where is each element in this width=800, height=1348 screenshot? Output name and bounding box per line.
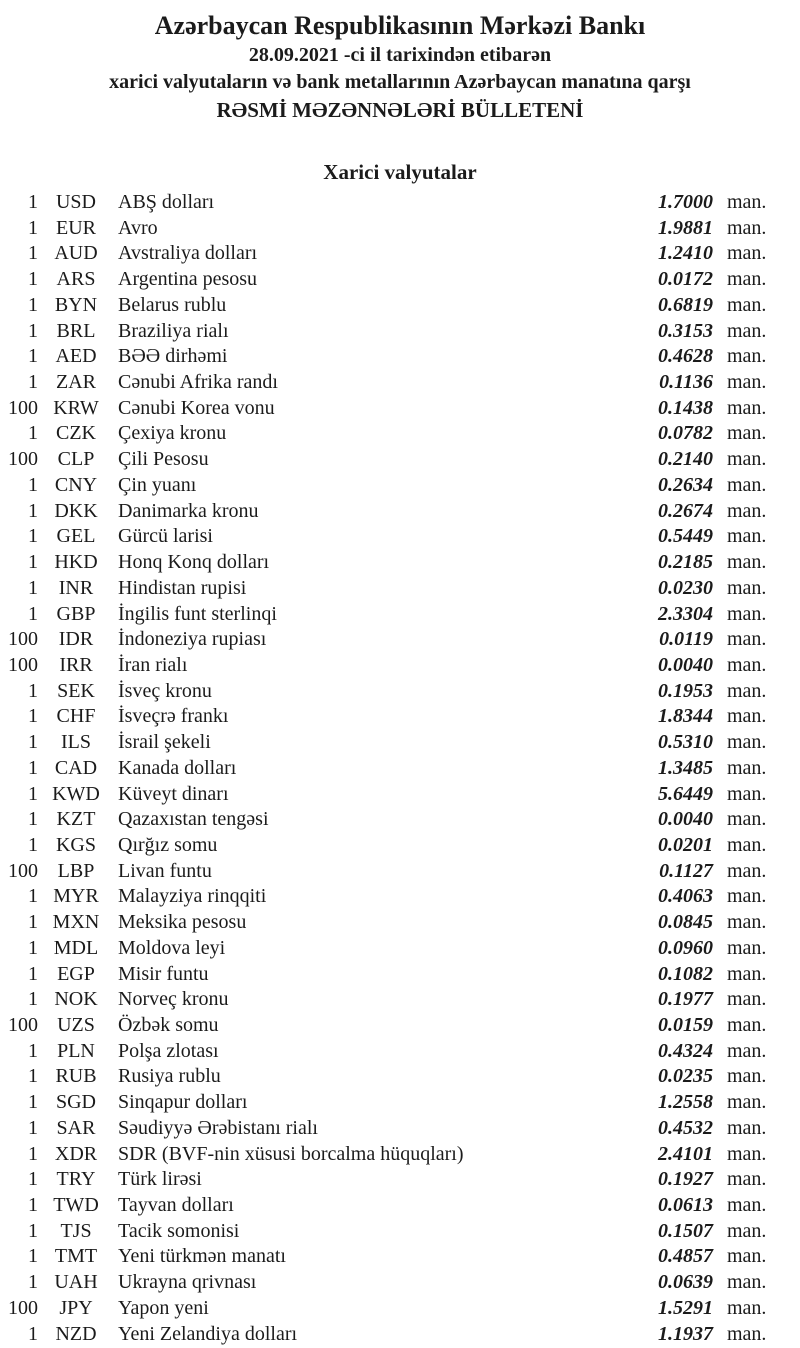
unit-label-cell: man. xyxy=(727,679,767,702)
rate-value-cell: 0.5310 xyxy=(658,731,713,754)
table-row xyxy=(0,1193,800,1219)
bank-title: Azərbaycan Respublikasının Mərkəzi Bankı xyxy=(154,11,646,40)
currency-name-cell: Belarus rublu xyxy=(118,293,227,316)
rate-value-cell: 0.1127 xyxy=(659,859,713,882)
currency-code-cell: EUR xyxy=(56,216,96,239)
unit-label-cell: man. xyxy=(727,782,767,805)
quantity-cell: 1 xyxy=(28,705,38,728)
quantity-cell: 1 xyxy=(28,936,38,959)
unit-label-cell: man. xyxy=(727,499,767,522)
quantity-cell: 1 xyxy=(28,1219,38,1242)
unit-label-cell: man. xyxy=(727,936,767,959)
rate-value-cell: 0.1136 xyxy=(659,371,713,394)
currency-name-cell: İsveç kronu xyxy=(118,679,212,702)
currency-code-cell: BYN xyxy=(54,293,98,316)
currency-code-cell: UZS xyxy=(57,1014,95,1036)
unit-label-cell: man. xyxy=(727,628,767,651)
quantity-cell: 1 xyxy=(28,371,38,394)
currency-code-cell: TMT xyxy=(54,1245,98,1268)
currency-name-cell: Çin yuanı xyxy=(118,473,197,496)
currency-name-cell: SDR (BVF-nin xüsusi borcalma hüquqları) xyxy=(118,1142,464,1165)
quantity-cell: 1 xyxy=(28,293,38,316)
quantity-cell: 1 xyxy=(28,731,38,754)
table-row xyxy=(0,1322,800,1348)
currency-name-cell: Cənubi Korea vonu xyxy=(118,396,275,419)
unit-label-cell: man. xyxy=(727,319,767,342)
rate-value-cell: 1.2558 xyxy=(658,1091,713,1114)
table-row xyxy=(0,704,800,730)
unit-label-cell: man. xyxy=(727,525,767,548)
table-row xyxy=(0,859,800,885)
table-row xyxy=(0,216,800,242)
rate-value-cell: 0.0230 xyxy=(658,576,713,599)
unit-label-cell: man. xyxy=(727,1039,767,1062)
unit-label-cell: man. xyxy=(727,551,767,574)
currency-name-cell: Cənubi Afrika randı xyxy=(118,371,278,394)
table-row xyxy=(0,267,800,293)
table-row xyxy=(0,576,800,602)
unit-label-cell: man. xyxy=(727,911,767,934)
rate-value-cell: 0.2634 xyxy=(658,473,713,496)
currency-code-cell: DKK xyxy=(54,499,98,522)
unit-label-cell: man. xyxy=(727,1194,767,1217)
rate-value-cell: 0.1507 xyxy=(658,1219,713,1242)
currency-code-cell: JPY xyxy=(59,1296,93,1319)
unit-label-cell: man. xyxy=(727,962,767,985)
currency-name-cell: Rusiya rublu xyxy=(118,1065,221,1088)
quantity-cell: 1 xyxy=(28,833,38,856)
currency-code-cell: MXN xyxy=(52,911,100,934)
currency-code-cell: NOK xyxy=(54,988,98,1011)
unit-label-cell: man. xyxy=(727,1245,767,1268)
currency-name-cell: Çili Pesosu xyxy=(118,448,209,471)
unit-label-cell: man. xyxy=(727,1091,767,1114)
table-row xyxy=(0,1064,800,1090)
table-row xyxy=(0,550,800,576)
currency-code-cell: GBP xyxy=(56,602,96,625)
currency-name-cell: Özbək somu xyxy=(118,1014,219,1036)
currency-code-cell: KWD xyxy=(52,782,100,805)
quantity-cell: 1 xyxy=(28,988,38,1011)
quantity-cell: 100 xyxy=(8,1014,38,1036)
rate-value-cell: 0.0040 xyxy=(658,808,713,831)
currency-code-cell: AED xyxy=(55,345,97,368)
currency-code-cell: SEK xyxy=(57,679,95,702)
quantity-cell: 1 xyxy=(28,962,38,985)
rate-value-cell: 0.0235 xyxy=(658,1065,713,1088)
unit-label-cell: man. xyxy=(727,422,767,445)
table-row xyxy=(0,936,800,962)
currency-name-cell: Misir funtu xyxy=(118,962,209,985)
table-row xyxy=(0,833,800,859)
rate-value-cell: 0.1977 xyxy=(658,988,713,1011)
rate-value-cell: 5.6449 xyxy=(658,782,713,805)
table-row xyxy=(0,1039,800,1065)
currency-name-cell: ABŞ dolları xyxy=(118,191,215,213)
currency-code-cell: CNY xyxy=(54,473,98,496)
currency-code-cell: SAR xyxy=(56,1116,96,1139)
quantity-cell: 1 xyxy=(28,525,38,548)
quantity-cell: 1 xyxy=(28,473,38,496)
quantity-cell: 1 xyxy=(28,1116,38,1139)
quantity-cell: 100 xyxy=(8,1296,38,1319)
quantity-cell: 1 xyxy=(28,1245,38,1268)
rate-value-cell: 0.0639 xyxy=(658,1271,713,1294)
currency-code-cell: BRL xyxy=(56,319,96,342)
unit-label-cell: man. xyxy=(727,808,767,831)
currency-name-cell: Danimarka kronu xyxy=(118,499,259,522)
currency-code-cell: PLN xyxy=(57,1039,95,1062)
currency-name-cell: Türk lirəsi xyxy=(118,1168,202,1191)
rate-value-cell: 0.3153 xyxy=(658,319,713,342)
currency-code-cell: UAH xyxy=(54,1271,98,1294)
unit-label-cell: man. xyxy=(727,371,767,394)
rate-value-cell: 1.5291 xyxy=(658,1296,713,1319)
unit-label-cell: man. xyxy=(727,1014,767,1036)
currency-name-cell: Malayziya rinqqiti xyxy=(118,885,267,908)
table-row xyxy=(0,807,800,833)
quantity-cell: 100 xyxy=(8,628,38,651)
table-row xyxy=(0,730,800,756)
unit-label-cell: man. xyxy=(727,1271,767,1294)
quantity-cell: 1 xyxy=(28,1271,38,1294)
rate-value-cell: 0.5449 xyxy=(658,525,713,548)
currency-code-cell: IDR xyxy=(58,628,94,651)
rate-value-cell: 1.1937 xyxy=(658,1322,713,1345)
quantity-cell: 1 xyxy=(28,782,38,805)
quantity-cell: 100 xyxy=(8,396,38,419)
rate-value-cell: 2.3304 xyxy=(658,602,713,625)
unit-label-cell: man. xyxy=(727,859,767,882)
unit-label-cell: man. xyxy=(727,885,767,908)
currency-name-cell: İran rialı xyxy=(118,653,188,676)
document-header xyxy=(0,0,800,124)
rate-value-cell: 0.1953 xyxy=(658,679,713,702)
rate-value-cell: 0.1927 xyxy=(658,1168,713,1191)
quantity-cell: 1 xyxy=(28,602,38,625)
table-row xyxy=(0,241,800,267)
currency-name-cell: İngilis funt sterlinqi xyxy=(118,602,277,625)
currency-code-cell: RUB xyxy=(55,1065,97,1088)
quantity-cell: 1 xyxy=(28,576,38,599)
unit-label-cell: man. xyxy=(727,268,767,291)
quantity-cell: 1 xyxy=(28,319,38,342)
currency-code-cell: ARS xyxy=(56,268,96,291)
currency-name-cell: Ukrayna qrivnası xyxy=(118,1271,257,1294)
rate-value-cell: 0.4857 xyxy=(658,1245,713,1268)
rate-value-cell: 1.3485 xyxy=(658,756,713,779)
currency-name-cell: Avstraliya dolları xyxy=(118,242,258,265)
unit-label-cell: man. xyxy=(727,833,767,856)
quantity-cell: 1 xyxy=(28,1039,38,1062)
table-row xyxy=(0,499,800,525)
currency-name-cell: Qırğız somu xyxy=(118,833,218,856)
currency-code-cell: ZAR xyxy=(56,371,96,394)
currency-code-cell: MDL xyxy=(53,936,99,959)
unit-label-cell: man. xyxy=(727,473,767,496)
currency-name-cell: Meksika pesosu xyxy=(118,911,247,934)
currency-code-cell: TRY xyxy=(56,1168,96,1191)
table-row xyxy=(0,1244,800,1270)
rate-value-cell: 0.2185 xyxy=(658,551,713,574)
quantity-cell: 1 xyxy=(28,191,38,213)
quantity-cell: 1 xyxy=(28,1091,38,1114)
rate-value-cell: 0.6819 xyxy=(658,293,713,316)
currency-name-cell: Çexiya kronu xyxy=(118,422,227,445)
unit-label-cell: man. xyxy=(727,705,767,728)
table-row xyxy=(0,1296,800,1322)
unit-label-cell: man. xyxy=(727,293,767,316)
currency-code-cell: TJS xyxy=(60,1219,92,1242)
rate-value-cell: 0.2674 xyxy=(658,499,713,522)
quantity-cell: 1 xyxy=(28,1322,38,1345)
currency-name-cell: Qazaxıstan tengəsi xyxy=(118,808,269,831)
rate-value-cell: 0.2140 xyxy=(658,448,713,471)
unit-label-cell: man. xyxy=(727,345,767,368)
table-row xyxy=(0,884,800,910)
rate-value-cell: 0.0960 xyxy=(658,936,713,959)
unit-label-cell: man. xyxy=(727,1065,767,1088)
quantity-cell: 1 xyxy=(28,808,38,831)
table-row xyxy=(0,910,800,936)
currency-code-cell: KRW xyxy=(53,396,99,419)
unit-label-cell: man. xyxy=(727,191,767,213)
currency-code-cell: ILS xyxy=(61,731,91,754)
rate-value-cell: 0.0119 xyxy=(659,628,713,651)
currency-name-cell: İsveçrə frankı xyxy=(118,705,229,728)
currency-name-cell: Argentina pesosu xyxy=(118,268,258,291)
currency-name-cell: Livan funtu xyxy=(118,859,212,882)
rate-value-cell: 1.2410 xyxy=(658,242,713,265)
unit-label-cell: man. xyxy=(727,653,767,676)
currency-name-cell: Sinqapur dolları xyxy=(118,1091,248,1114)
currency-name-cell: Hindistan rupisi xyxy=(118,576,247,599)
quantity-cell: 1 xyxy=(28,911,38,934)
unit-label-cell: man. xyxy=(727,448,767,471)
currency-code-cell: KGS xyxy=(55,833,96,856)
unit-label-cell: man. xyxy=(727,396,767,419)
unit-label-cell: man. xyxy=(727,988,767,1011)
unit-label-cell: man. xyxy=(727,242,767,265)
rate-value-cell: 1.7000 xyxy=(658,191,713,213)
quantity-cell: 100 xyxy=(8,859,38,882)
currency-code-cell: EGP xyxy=(57,962,95,985)
quantity-cell: 1 xyxy=(28,1194,38,1217)
rate-value-cell: 2.4101 xyxy=(658,1142,713,1165)
currency-name-cell: Kanada dolları xyxy=(118,756,237,779)
quantity-cell: 100 xyxy=(8,448,38,471)
currency-code-cell: LBP xyxy=(57,859,95,882)
quantity-cell: 1 xyxy=(28,1065,38,1088)
table-row xyxy=(0,1219,800,1245)
rate-value-cell: 0.1438 xyxy=(658,396,713,419)
table-row xyxy=(0,370,800,396)
currency-code-cell: AUD xyxy=(54,242,98,265)
unit-label-cell: man. xyxy=(727,216,767,239)
quantity-cell: 1 xyxy=(28,756,38,779)
quantity-cell: 1 xyxy=(28,422,38,445)
currency-name-cell: Avro xyxy=(118,216,158,239)
currency-code-cell: TWD xyxy=(53,1194,99,1217)
table-row xyxy=(0,679,800,705)
unit-label-cell: man. xyxy=(727,1142,767,1165)
rate-value-cell: 0.0201 xyxy=(658,833,713,856)
table-row xyxy=(0,396,800,422)
currency-code-cell: KZT xyxy=(56,808,96,831)
table-row xyxy=(0,962,800,988)
currency-name-cell: İsrail şekeli xyxy=(118,731,211,754)
currency-name-cell: BƏƏ dirhəmi xyxy=(118,345,228,368)
currency-name-cell: Norveç kronu xyxy=(118,988,229,1011)
table-row xyxy=(0,190,800,216)
currency-name-cell: Tacik somonisi xyxy=(118,1219,240,1242)
table-row xyxy=(0,987,800,1013)
table-row xyxy=(0,1142,800,1168)
table-row xyxy=(0,1116,800,1142)
currency-name-cell: Braziliya rialı xyxy=(118,319,229,342)
quantity-cell: 1 xyxy=(28,1168,38,1191)
table-row xyxy=(0,447,800,473)
bulletin-title: RƏSMİ MƏZƏNNƏLƏRİ BÜLLETENİ xyxy=(216,98,584,122)
quantity-cell: 1 xyxy=(28,679,38,702)
rate-value-cell: 0.1082 xyxy=(658,962,713,985)
rate-value-cell: 0.4063 xyxy=(658,885,713,908)
quantity-cell: 1 xyxy=(28,268,38,291)
currency-code-cell: IRR xyxy=(59,653,93,676)
table-row xyxy=(0,473,800,499)
currency-name-cell: Honq Konq dolları xyxy=(118,551,270,574)
table-row xyxy=(0,1167,800,1193)
table-row xyxy=(0,524,800,550)
table-row xyxy=(0,344,800,370)
quantity-cell: 1 xyxy=(28,345,38,368)
table-row xyxy=(0,1090,800,1116)
quantity-cell: 1 xyxy=(28,499,38,522)
currency-name-cell: Küveyt dinarı xyxy=(118,782,229,805)
currency-code-cell: XDR xyxy=(54,1142,98,1165)
unit-label-cell: man. xyxy=(727,1296,767,1319)
currency-name-cell: Yeni Zelandiya dolları xyxy=(118,1322,298,1345)
table-row xyxy=(0,1270,800,1296)
unit-label-cell: man. xyxy=(727,1116,767,1139)
table-row xyxy=(0,602,800,628)
currency-name-cell: Səudiyyə Ərəbistanı rialı xyxy=(118,1116,318,1139)
unit-label-cell: man. xyxy=(727,576,767,599)
quantity-cell: 1 xyxy=(28,242,38,265)
currency-name-cell: Polşa zlotası xyxy=(118,1039,219,1062)
currency-name-cell: Yapon yeni xyxy=(118,1296,209,1319)
rate-value-cell: 0.4324 xyxy=(658,1039,713,1062)
unit-label-cell: man. xyxy=(727,756,767,779)
currency-name-cell: Gürcü larisi xyxy=(118,525,213,548)
effective-date-line: 28.09.2021 -ci il tarixindən etibarən xyxy=(248,44,552,66)
currency-code-cell: CZK xyxy=(56,422,96,445)
quantity-cell: 100 xyxy=(8,653,38,676)
quantity-cell: 1 xyxy=(28,551,38,574)
table-row xyxy=(0,627,800,653)
section-heading-foreign-currencies: Xarici valyutalar xyxy=(323,160,477,184)
rate-value-cell: 1.9881 xyxy=(658,216,713,239)
currency-code-cell: CHF xyxy=(56,705,96,728)
currency-code-cell: CAD xyxy=(54,756,98,779)
rate-value-cell: 0.0040 xyxy=(658,653,713,676)
table-row xyxy=(0,319,800,345)
rate-value-cell: 0.0172 xyxy=(658,268,713,291)
unit-label-cell: man. xyxy=(727,1219,767,1242)
rate-value-cell: 0.0159 xyxy=(658,1014,713,1036)
currency-code-cell: MYR xyxy=(53,885,99,908)
table-row xyxy=(0,293,800,319)
currency-name-cell: Moldova leyi xyxy=(118,936,226,959)
table-row xyxy=(0,653,800,679)
quantity-cell: 1 xyxy=(28,885,38,908)
currency-rates-table xyxy=(0,190,800,1347)
quantity-cell: 1 xyxy=(28,216,38,239)
table-row xyxy=(0,1013,800,1039)
currency-code-cell: GEL xyxy=(56,525,96,548)
currency-name-cell: Yeni türkmən manatı xyxy=(118,1245,286,1268)
currency-code-cell: CLP xyxy=(57,448,95,471)
quantity-cell: 1 xyxy=(28,1142,38,1165)
currency-code-cell: HKD xyxy=(54,551,98,574)
rate-value-cell: 0.0782 xyxy=(658,422,713,445)
unit-label-cell: man. xyxy=(727,602,767,625)
currency-name-cell: İndoneziya rupiası xyxy=(118,628,267,651)
table-row xyxy=(0,782,800,808)
unit-label-cell: man. xyxy=(727,1168,767,1191)
unit-label-cell: man. xyxy=(727,1322,767,1345)
rate-value-cell: 0.4532 xyxy=(658,1116,713,1139)
rate-value-cell: 1.8344 xyxy=(658,705,713,728)
rate-value-cell: 0.0613 xyxy=(658,1194,713,1217)
unit-label-cell: man. xyxy=(727,731,767,754)
currency-name-cell: Tayvan dolları xyxy=(118,1194,234,1217)
document-subtitle: xarici valyutaların və bank metallarının Azərbaycan manatına qarşı xyxy=(109,71,691,93)
table-row xyxy=(0,421,800,447)
rate-value-cell: 0.4628 xyxy=(658,345,713,368)
currency-code-cell: USD xyxy=(55,191,96,213)
currency-code-cell: INR xyxy=(58,576,94,599)
currency-code-cell: NZD xyxy=(55,1322,97,1345)
table-row xyxy=(0,756,800,782)
rate-value-cell: 0.0845 xyxy=(658,911,713,934)
currency-code-cell: SGD xyxy=(55,1091,96,1114)
